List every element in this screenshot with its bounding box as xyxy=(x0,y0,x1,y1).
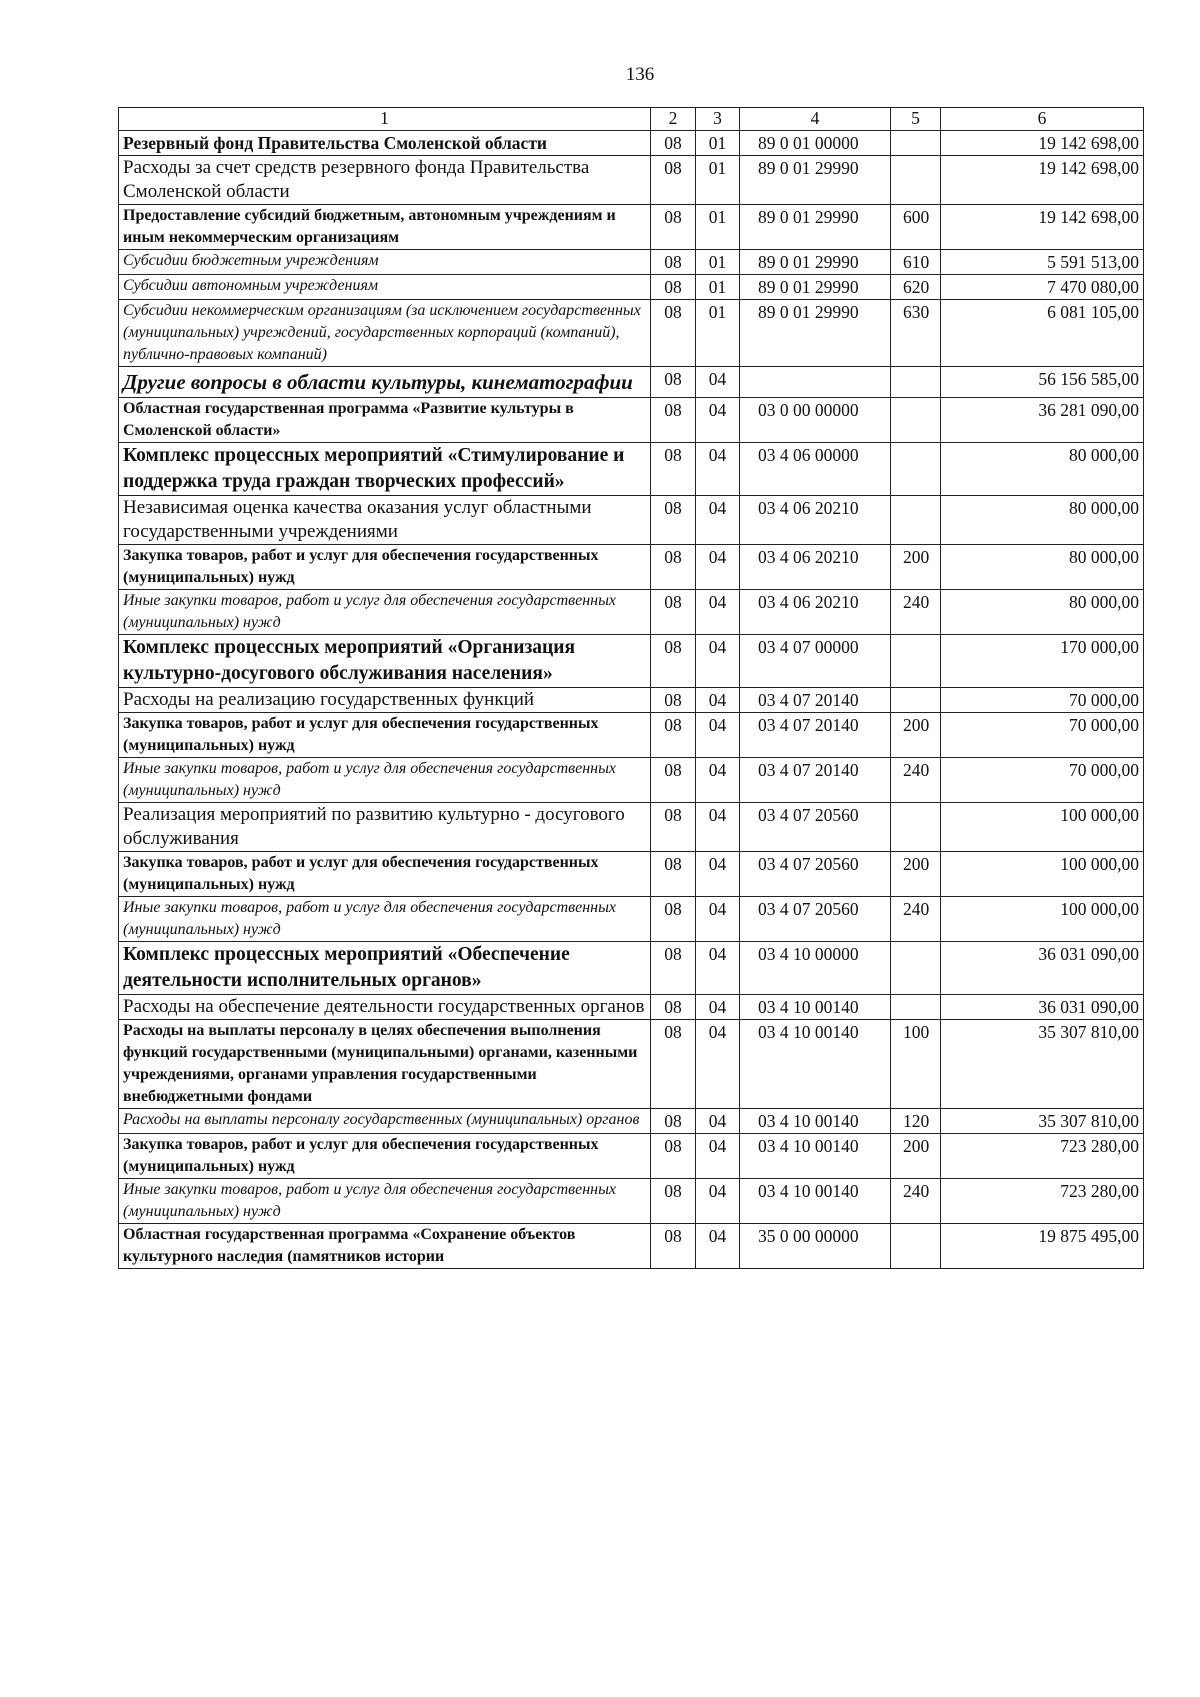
row-target-article-cell: 03 4 06 20210 xyxy=(740,496,891,545)
header-cell-1: 1 xyxy=(119,108,651,131)
row-name-cell: Комплекс процессных мероприятий «Стимулирование и поддержка труда граждан творческих профессий» xyxy=(119,443,651,496)
row-amount-cell: 19 142 698,00 xyxy=(941,156,1144,205)
row-section-cell: 08 xyxy=(651,443,696,496)
row-target-article-cell: 89 0 01 29990 xyxy=(740,275,891,300)
row-section-cell: 08 xyxy=(651,1224,696,1269)
row-target-article-cell: 03 4 10 00140 xyxy=(740,1179,891,1224)
row-section-cell: 08 xyxy=(651,205,696,250)
row-amount-cell: 36 281 090,00 xyxy=(941,398,1144,443)
row-target-article-cell: 89 0 01 29990 xyxy=(740,205,891,250)
row-amount-cell: 70 000,00 xyxy=(941,713,1144,758)
table-row xyxy=(119,995,1144,1020)
row-amount-cell: 36 031 090,00 xyxy=(941,942,1144,995)
row-name-cell: Иные закупки товаров, работ и услуг для обеспечения государственных (муниципальных) нужд xyxy=(119,590,651,635)
row-name-cell: Комплекс процессных мероприятий «Обеспечение деятельности исполнительных органов» xyxy=(119,942,651,995)
row-section-cell: 08 xyxy=(651,635,696,688)
row-expense-type-cell: 240 xyxy=(891,758,941,803)
row-amount-cell: 70 000,00 xyxy=(941,688,1144,713)
row-expense-type-cell: 620 xyxy=(891,275,941,300)
row-target-article-cell: 89 0 01 29990 xyxy=(740,300,891,367)
header-cell-6: 6 xyxy=(941,108,1144,131)
row-name-cell: Областная государственная программа «Сохранение объектов культурного наследия (памятников истории xyxy=(119,1224,651,1269)
row-expense-type-cell xyxy=(891,995,941,1020)
row-amount-cell: 100 000,00 xyxy=(941,852,1144,897)
row-name-cell: Расходы за счет средств резервного фонда Правительства Смоленской области xyxy=(119,156,651,205)
row-expense-type-cell xyxy=(891,688,941,713)
row-section-cell: 08 xyxy=(651,367,696,398)
row-section-cell: 08 xyxy=(651,496,696,545)
table-row xyxy=(119,250,1144,275)
row-name-cell: Другие вопросы в области культуры, кинематографии xyxy=(119,367,651,398)
row-target-article-cell: 89 0 01 29990 xyxy=(740,156,891,205)
row-expense-type-cell: 240 xyxy=(891,590,941,635)
table-row xyxy=(119,713,1144,758)
row-name-cell: Субсидии автономным учреждениям xyxy=(119,275,651,300)
table-row xyxy=(119,1179,1144,1224)
row-subsection-cell: 01 xyxy=(696,300,740,367)
row-expense-type-cell xyxy=(891,367,941,398)
row-target-article-cell: 03 4 06 20210 xyxy=(740,545,891,590)
row-name-cell: Закупка товаров, работ и услуг для обеспечения государственных (муниципальных) нужд xyxy=(119,545,651,590)
row-expense-type-cell: 200 xyxy=(891,1134,941,1179)
row-name-cell: Субсидии бюджетным учреждениям xyxy=(119,250,651,275)
row-name-cell: Комплекс процессных мероприятий «Организация культурно-досугового обслуживания населения» xyxy=(119,635,651,688)
row-expense-type-cell xyxy=(891,635,941,688)
row-expense-type-cell xyxy=(891,803,941,852)
row-amount-cell: 80 000,00 xyxy=(941,496,1144,545)
header-cell-2: 2 xyxy=(651,108,696,131)
row-expense-type-cell: 600 xyxy=(891,205,941,250)
row-amount-cell: 80 000,00 xyxy=(941,545,1144,590)
table-row xyxy=(119,496,1144,545)
row-name-cell: Иные закупки товаров, работ и услуг для обеспечения государственных (муниципальных) нужд xyxy=(119,758,651,803)
table-row xyxy=(119,1134,1144,1179)
row-section-cell: 08 xyxy=(651,275,696,300)
row-section-cell: 08 xyxy=(651,897,696,942)
row-target-article-cell: 03 4 10 00140 xyxy=(740,1020,891,1109)
row-expense-type-cell: 100 xyxy=(891,1020,941,1109)
row-amount-cell: 100 000,00 xyxy=(941,803,1144,852)
row-subsection-cell: 04 xyxy=(696,713,740,758)
table-row xyxy=(119,367,1144,398)
row-expense-type-cell xyxy=(891,496,941,545)
row-target-article-cell: 35 0 00 00000 xyxy=(740,1224,891,1269)
row-subsection-cell: 01 xyxy=(696,156,740,205)
row-expense-type-cell xyxy=(891,443,941,496)
row-amount-cell: 80 000,00 xyxy=(941,443,1144,496)
row-amount-cell: 35 307 810,00 xyxy=(941,1020,1144,1109)
row-target-article-cell: 03 4 06 20210 xyxy=(740,590,891,635)
row-subsection-cell: 04 xyxy=(696,758,740,803)
row-target-article-cell: 03 4 10 00000 xyxy=(740,942,891,995)
table-row xyxy=(119,635,1144,688)
row-subsection-cell: 04 xyxy=(696,688,740,713)
row-section-cell: 08 xyxy=(651,1020,696,1109)
row-amount-cell: 19 875 495,00 xyxy=(941,1224,1144,1269)
row-target-article-cell: 03 0 00 00000 xyxy=(740,398,891,443)
row-name-cell: Расходы на обеспечение деятельности государственных органов xyxy=(119,995,651,1020)
row-name-cell: Субсидии некоммерческим организациям (за исключением государственных (муниципальных) учреждений, государственных корпораций (компаний), публично-правовых компаний) xyxy=(119,300,651,367)
table-row xyxy=(119,942,1144,995)
row-amount-cell: 70 000,00 xyxy=(941,758,1144,803)
row-section-cell: 08 xyxy=(651,250,696,275)
row-expense-type-cell: 200 xyxy=(891,713,941,758)
row-name-cell: Расходы на выплаты персоналу государственных (муниципальных) органов xyxy=(119,1109,651,1134)
row-name-cell: Иные закупки товаров, работ и услуг для обеспечения государственных (муниципальных) нужд xyxy=(119,1179,651,1224)
table-row xyxy=(119,1020,1144,1109)
row-name-cell: Резервный фонд Правительства Смоленской области xyxy=(119,131,651,156)
row-expense-type-cell: 630 xyxy=(891,300,941,367)
row-amount-cell: 723 280,00 xyxy=(941,1134,1144,1179)
row-subsection-cell: 04 xyxy=(696,897,740,942)
row-amount-cell: 56 156 585,00 xyxy=(941,367,1144,398)
row-target-article-cell: 03 4 07 20560 xyxy=(740,803,891,852)
row-section-cell: 08 xyxy=(651,1179,696,1224)
row-section-cell: 08 xyxy=(651,995,696,1020)
row-name-cell: Закупка товаров, работ и услуг для обеспечения государственных (муниципальных) нужд xyxy=(119,852,651,897)
row-subsection-cell: 01 xyxy=(696,131,740,156)
row-subsection-cell: 01 xyxy=(696,275,740,300)
table-row xyxy=(119,300,1144,367)
row-subsection-cell: 04 xyxy=(696,1020,740,1109)
table-row xyxy=(119,131,1144,156)
row-name-cell: Иные закупки товаров, работ и услуг для обеспечения государственных (муниципальных) нужд xyxy=(119,897,651,942)
row-subsection-cell: 04 xyxy=(696,852,740,897)
row-section-cell: 08 xyxy=(651,131,696,156)
table-row xyxy=(119,590,1144,635)
budget-table xyxy=(118,107,1144,1269)
row-section-cell: 08 xyxy=(651,942,696,995)
row-amount-cell: 723 280,00 xyxy=(941,1179,1144,1224)
row-section-cell: 08 xyxy=(651,156,696,205)
row-target-article-cell: 03 4 07 20140 xyxy=(740,713,891,758)
row-target-article-cell: 03 4 07 20560 xyxy=(740,852,891,897)
row-section-cell: 08 xyxy=(651,688,696,713)
row-target-article-cell xyxy=(740,367,891,398)
row-expense-type-cell xyxy=(891,942,941,995)
row-section-cell: 08 xyxy=(651,1134,696,1179)
row-name-cell: Областная государственная программа «Развитие культуры в Смоленской области» xyxy=(119,398,651,443)
row-subsection-cell: 04 xyxy=(696,1109,740,1134)
row-amount-cell: 100 000,00 xyxy=(941,897,1144,942)
row-expense-type-cell xyxy=(891,156,941,205)
table-row xyxy=(119,1224,1144,1269)
table-row xyxy=(119,398,1144,443)
row-subsection-cell: 04 xyxy=(696,1224,740,1269)
row-section-cell: 08 xyxy=(651,803,696,852)
row-expense-type-cell xyxy=(891,398,941,443)
row-subsection-cell: 04 xyxy=(696,496,740,545)
row-section-cell: 08 xyxy=(651,300,696,367)
row-expense-type-cell: 120 xyxy=(891,1109,941,1134)
row-subsection-cell: 04 xyxy=(696,443,740,496)
table-row xyxy=(119,275,1144,300)
row-target-article-cell: 03 4 07 20560 xyxy=(740,897,891,942)
row-expense-type-cell xyxy=(891,131,941,156)
row-subsection-cell: 04 xyxy=(696,545,740,590)
row-target-article-cell: 89 0 01 00000 xyxy=(740,131,891,156)
row-expense-type-cell: 200 xyxy=(891,852,941,897)
row-amount-cell: 6 081 105,00 xyxy=(941,300,1144,367)
row-section-cell: 08 xyxy=(651,852,696,897)
row-target-article-cell: 89 0 01 29990 xyxy=(740,250,891,275)
table-row xyxy=(119,758,1144,803)
table-row xyxy=(119,897,1144,942)
row-target-article-cell: 03 4 10 00140 xyxy=(740,995,891,1020)
row-name-cell: Закупка товаров, работ и услуг для обеспечения государственных (муниципальных) нужд xyxy=(119,1134,651,1179)
row-target-article-cell: 03 4 10 00140 xyxy=(740,1109,891,1134)
header-cell-4: 4 xyxy=(740,108,891,131)
row-amount-cell: 35 307 810,00 xyxy=(941,1109,1144,1134)
row-section-cell: 08 xyxy=(651,713,696,758)
row-amount-cell: 19 142 698,00 xyxy=(941,205,1144,250)
row-expense-type-cell: 200 xyxy=(891,545,941,590)
table-row xyxy=(119,688,1144,713)
row-subsection-cell: 04 xyxy=(696,1134,740,1179)
row-subsection-cell: 04 xyxy=(696,590,740,635)
table-row xyxy=(119,443,1144,496)
row-section-cell: 08 xyxy=(651,398,696,443)
row-amount-cell: 36 031 090,00 xyxy=(941,995,1144,1020)
table-header-row xyxy=(119,108,1144,131)
row-expense-type-cell: 240 xyxy=(891,897,941,942)
row-amount-cell: 170 000,00 xyxy=(941,635,1144,688)
table-row xyxy=(119,205,1144,250)
row-section-cell: 08 xyxy=(651,1109,696,1134)
row-subsection-cell: 01 xyxy=(696,205,740,250)
row-target-article-cell: 03 4 07 00000 xyxy=(740,635,891,688)
row-subsection-cell: 04 xyxy=(696,942,740,995)
row-section-cell: 08 xyxy=(651,758,696,803)
row-subsection-cell: 04 xyxy=(696,803,740,852)
row-target-article-cell: 03 4 10 00140 xyxy=(740,1134,891,1179)
row-amount-cell: 80 000,00 xyxy=(941,590,1144,635)
row-expense-type-cell xyxy=(891,1224,941,1269)
row-target-article-cell: 03 4 06 00000 xyxy=(740,443,891,496)
row-subsection-cell: 04 xyxy=(696,995,740,1020)
row-expense-type-cell: 240 xyxy=(891,1179,941,1224)
table-row xyxy=(119,1109,1144,1134)
row-section-cell: 08 xyxy=(651,590,696,635)
row-amount-cell: 7 470 080,00 xyxy=(941,275,1144,300)
header-cell-3: 3 xyxy=(696,108,740,131)
row-expense-type-cell: 610 xyxy=(891,250,941,275)
header-cell-5: 5 xyxy=(891,108,941,131)
row-name-cell: Расходы на реализацию государственных функций xyxy=(119,688,651,713)
row-target-article-cell: 03 4 07 20140 xyxy=(740,688,891,713)
row-subsection-cell: 04 xyxy=(696,1179,740,1224)
table-row xyxy=(119,156,1144,205)
row-target-article-cell: 03 4 07 20140 xyxy=(740,758,891,803)
row-subsection-cell: 04 xyxy=(696,398,740,443)
page-number: 136 xyxy=(625,64,655,85)
table-row xyxy=(119,545,1144,590)
table-row xyxy=(119,852,1144,897)
row-name-cell: Независимая оценка качества оказания услуг областными государственными учреждениями xyxy=(119,496,651,545)
row-name-cell: Реализация мероприятий по развитию культурно - досугового обслуживания xyxy=(119,803,651,852)
row-subsection-cell: 04 xyxy=(696,367,740,398)
row-name-cell: Расходы на выплаты персоналу в целях обеспечения выполнения функций государственными (муниципальными) органами, казенными учреждениями, органами управления государственными внебюджетными фондами xyxy=(119,1020,651,1109)
row-subsection-cell: 04 xyxy=(696,635,740,688)
row-name-cell: Закупка товаров, работ и услуг для обеспечения государственных (муниципальных) нужд xyxy=(119,713,651,758)
table-row xyxy=(119,803,1144,852)
row-section-cell: 08 xyxy=(651,545,696,590)
row-amount-cell: 19 142 698,00 xyxy=(941,131,1144,156)
row-subsection-cell: 01 xyxy=(696,250,740,275)
row-name-cell: Предоставление субсидий бюджетным, автономным учреждениям и иным некоммерческим организациям xyxy=(119,205,651,250)
row-amount-cell: 5 591 513,00 xyxy=(941,250,1144,275)
